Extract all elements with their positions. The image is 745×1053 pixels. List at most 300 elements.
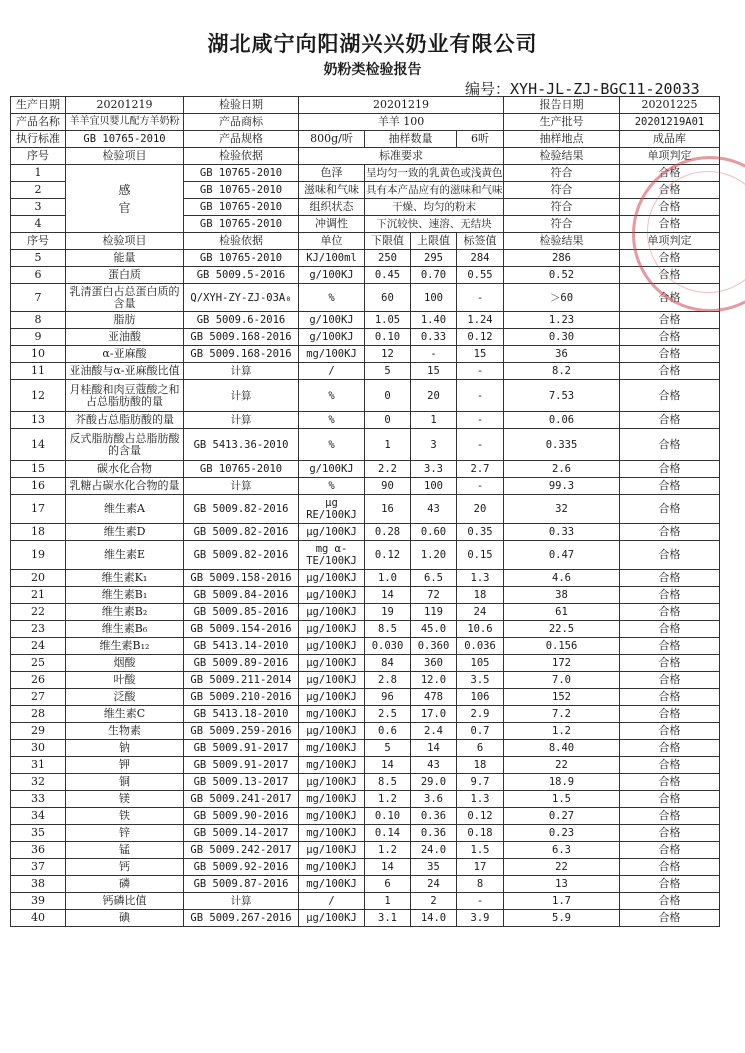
judgment: 合格 xyxy=(620,757,720,774)
test-result: 符合 xyxy=(504,182,620,199)
header-result: 检验结果 xyxy=(504,233,620,250)
unit: mg/100KJ xyxy=(299,740,365,757)
sensory-requirement: 干燥、均匀的粉末 xyxy=(365,199,504,216)
header-upper: 上限值 xyxy=(411,233,457,250)
test-result: 152 xyxy=(504,689,620,706)
test-item: α-亚麻酸 xyxy=(66,346,184,363)
label-value: 0.35 xyxy=(457,524,504,541)
unit: g/100KJ xyxy=(299,312,365,329)
lower-limit: 19 xyxy=(365,604,411,621)
judgment: 合格 xyxy=(620,312,720,329)
label-value: - xyxy=(457,284,504,312)
judgment: 合格 xyxy=(620,876,720,893)
sensory-requirement: 呈均匀一致的乳黄色或浅黄色 xyxy=(365,165,504,182)
upper-limit: 35 xyxy=(411,859,457,876)
label-value: 1.5 xyxy=(457,842,504,859)
row-number: 1 xyxy=(11,165,66,182)
test-result: 6.3 xyxy=(504,842,620,859)
judgment: 合格 xyxy=(620,859,720,876)
sensory-attribute: 组织状态 xyxy=(299,199,365,216)
row-number: 24 xyxy=(11,638,66,655)
judgment: 合格 xyxy=(620,524,720,541)
report-date-value: 20201225 xyxy=(620,97,720,114)
unit: mg/100KJ xyxy=(299,706,365,723)
judgment: 合格 xyxy=(620,638,720,655)
upper-limit: 295 xyxy=(411,250,457,267)
table-row xyxy=(11,604,720,621)
unit: μg/100KJ xyxy=(299,570,365,587)
judgment: 合格 xyxy=(620,429,720,461)
lower-limit: 0.14 xyxy=(365,825,411,842)
test-basis: GB 5009.14-2017 xyxy=(184,825,299,842)
judgment: 合格 xyxy=(620,672,720,689)
unit: μg/100KJ xyxy=(299,655,365,672)
report-date-label: 报告日期 xyxy=(504,97,620,114)
label-value: 15 xyxy=(457,346,504,363)
table-row xyxy=(11,723,720,740)
sensory-header-row xyxy=(11,148,720,165)
test-item: 维生素B₂ xyxy=(66,604,184,621)
row-number: 27 xyxy=(11,689,66,706)
label-value: 6 xyxy=(457,740,504,757)
row-number: 40 xyxy=(11,910,66,927)
sensory-group-label: 感 官 xyxy=(66,165,184,233)
header-lower: 下限值 xyxy=(365,233,411,250)
unit: mg/100KJ xyxy=(299,859,365,876)
sensory-attribute: 冲调性 xyxy=(299,216,365,233)
unit: % xyxy=(299,412,365,429)
lower-limit: 84 xyxy=(365,655,411,672)
unit: mg/100KJ xyxy=(299,876,365,893)
label-value: 10.6 xyxy=(457,621,504,638)
test-result: 0.335 xyxy=(504,429,620,461)
lower-limit: 14 xyxy=(365,859,411,876)
row-number: 10 xyxy=(11,346,66,363)
test-item: 芥酸占总脂肪酸的量 xyxy=(66,412,184,429)
upper-limit: 3.6 xyxy=(411,791,457,808)
lower-limit: 2.2 xyxy=(365,461,411,478)
upper-limit: 119 xyxy=(411,604,457,621)
sensory-header-result: 检验结果 xyxy=(504,148,620,165)
row-number: 12 xyxy=(11,380,66,412)
test-basis: GB 5009.90-2016 xyxy=(184,808,299,825)
judgment: 合格 xyxy=(620,774,720,791)
upper-limit: 0.360 xyxy=(411,638,457,655)
upper-limit: 29.0 xyxy=(411,774,457,791)
info-row-2 xyxy=(11,114,720,131)
upper-limit: 1.20 xyxy=(411,541,457,570)
info-row-1 xyxy=(11,97,720,114)
test-basis: GB 5009.82-2016 xyxy=(184,524,299,541)
unit: μg/100KJ xyxy=(299,587,365,604)
upper-limit: 0.36 xyxy=(411,808,457,825)
table-row xyxy=(11,825,720,842)
lower-limit: 2.8 xyxy=(365,672,411,689)
row-number: 5 xyxy=(11,250,66,267)
label-value: - xyxy=(457,412,504,429)
test-basis: GB 5009.92-2016 xyxy=(184,859,299,876)
row-number: 39 xyxy=(11,893,66,910)
unit: μg/100KJ xyxy=(299,524,365,541)
test-basis: GB 10765-2010 xyxy=(184,182,299,199)
test-item: 钙磷比值 xyxy=(66,893,184,910)
lower-limit: 5 xyxy=(365,740,411,757)
upper-limit: 2.4 xyxy=(411,723,457,740)
table-row xyxy=(11,412,720,429)
test-basis: GB 5009.82-2016 xyxy=(184,495,299,524)
table-row xyxy=(11,541,720,570)
test-basis: GB 5009.89-2016 xyxy=(184,655,299,672)
report-title: 奶粉类检验报告 xyxy=(323,62,422,78)
test-item: 钙 xyxy=(66,859,184,876)
lower-limit: 250 xyxy=(365,250,411,267)
lower-limit: 14 xyxy=(365,587,411,604)
test-basis: GB 5009.13-2017 xyxy=(184,774,299,791)
label-value: 0.7 xyxy=(457,723,504,740)
test-item: 亚油酸 xyxy=(66,329,184,346)
table-row xyxy=(11,672,720,689)
prod-date-value: 20201219 xyxy=(66,97,184,114)
lower-limit: 0.28 xyxy=(365,524,411,541)
row-number: 7 xyxy=(11,284,66,312)
test-basis: 计算 xyxy=(184,478,299,495)
test-result: 36 xyxy=(504,346,620,363)
unit: mg/100KJ xyxy=(299,757,365,774)
judgment: 合格 xyxy=(620,329,720,346)
insp-date-label: 检验日期 xyxy=(184,97,299,114)
upper-limit: 17.0 xyxy=(411,706,457,723)
test-item: 锌 xyxy=(66,825,184,842)
judgment: 合格 xyxy=(620,893,720,910)
test-item: 叶酸 xyxy=(66,672,184,689)
table-row xyxy=(11,740,720,757)
sensory-header-judgment: 单项判定 xyxy=(620,148,720,165)
trademark-label: 产品商标 xyxy=(184,114,299,131)
row-number: 20 xyxy=(11,570,66,587)
test-result: 18.9 xyxy=(504,774,620,791)
table-row xyxy=(11,791,720,808)
judgment: 合格 xyxy=(620,621,720,638)
upper-limit: 43 xyxy=(411,757,457,774)
row-number: 25 xyxy=(11,655,66,672)
test-result: 22 xyxy=(504,757,620,774)
upper-limit: 12.0 xyxy=(411,672,457,689)
row-number: 30 xyxy=(11,740,66,757)
lower-limit: 6 xyxy=(365,876,411,893)
test-result: 32 xyxy=(504,495,620,524)
test-result: 2.6 xyxy=(504,461,620,478)
test-item: 烟酸 xyxy=(66,655,184,672)
row-number: 34 xyxy=(11,808,66,825)
sample-site-value: 成品库 xyxy=(620,131,720,148)
table-row xyxy=(11,859,720,876)
test-basis: GB 5009.168-2016 xyxy=(184,346,299,363)
label-value: - xyxy=(457,893,504,910)
upper-limit: 2 xyxy=(411,893,457,910)
unit: μg RE/100KJ xyxy=(299,495,365,524)
lower-limit: 0.45 xyxy=(365,267,411,284)
row-number: 21 xyxy=(11,587,66,604)
test-basis: Q/XYH-ZY-ZJ-03A₀ xyxy=(184,284,299,312)
test-basis: GB 5009.154-2016 xyxy=(184,621,299,638)
table-row xyxy=(11,380,720,412)
judgment: 合格 xyxy=(620,250,720,267)
label-value: 24 xyxy=(457,604,504,621)
test-item: 铁 xyxy=(66,808,184,825)
sensory-attribute: 滋味和气味 xyxy=(299,182,365,199)
batch-value: 20201219A01 xyxy=(620,114,720,131)
upper-limit: 72 xyxy=(411,587,457,604)
lower-limit: 90 xyxy=(365,478,411,495)
judgment: 合格 xyxy=(620,740,720,757)
test-result: 13 xyxy=(504,876,620,893)
label-value: 0.15 xyxy=(457,541,504,570)
sample-qty-label: 抽样数量 xyxy=(365,131,457,148)
test-basis: GB 5413.18-2010 xyxy=(184,706,299,723)
prod-date-label: 生产日期 xyxy=(11,97,66,114)
row-number: 6 xyxy=(11,267,66,284)
row-number: 31 xyxy=(11,757,66,774)
test-item: 锰 xyxy=(66,842,184,859)
test-result: 1.23 xyxy=(504,312,620,329)
test-result: 0.23 xyxy=(504,825,620,842)
lower-limit: 1 xyxy=(365,429,411,461)
row-number: 35 xyxy=(11,825,66,842)
document-number-value: XYH-JL-ZJ-BGC11-20033 xyxy=(510,80,700,98)
row-number: 26 xyxy=(11,672,66,689)
unit: % xyxy=(299,478,365,495)
table-row xyxy=(11,842,720,859)
test-item: 钠 xyxy=(66,740,184,757)
unit: mg/100KJ xyxy=(299,346,365,363)
lower-limit: 8.5 xyxy=(365,774,411,791)
unit: / xyxy=(299,893,365,910)
test-result: 符合 xyxy=(504,216,620,233)
upper-limit: 45.0 xyxy=(411,621,457,638)
unit: mg α-TE/100KJ xyxy=(299,541,365,570)
test-result: 7.53 xyxy=(504,380,620,412)
spec-value: 800g/听 xyxy=(299,131,365,148)
test-basis: 计算 xyxy=(184,363,299,380)
test-result: 0.33 xyxy=(504,524,620,541)
lower-limit: 0 xyxy=(365,412,411,429)
label-value: 0.12 xyxy=(457,808,504,825)
label-value: 106 xyxy=(457,689,504,706)
label-value: 18 xyxy=(457,757,504,774)
label-value: 2.7 xyxy=(457,461,504,478)
table-row xyxy=(11,638,720,655)
header-item: 检验项目 xyxy=(66,233,184,250)
test-basis: GB 5413.36-2010 xyxy=(184,429,299,461)
lower-limit: 0.6 xyxy=(365,723,411,740)
sensory-requirement: 下沉较快、速溶、无结块 xyxy=(365,216,504,233)
row-number: 23 xyxy=(11,621,66,638)
test-result: 7.2 xyxy=(504,706,620,723)
insp-date-value: 20201219 xyxy=(299,97,504,114)
upper-limit: 14 xyxy=(411,740,457,757)
upper-limit: 15 xyxy=(411,363,457,380)
label-value: 17 xyxy=(457,859,504,876)
test-basis: 计算 xyxy=(184,380,299,412)
table-row xyxy=(11,876,720,893)
test-item: 蛋白质 xyxy=(66,267,184,284)
test-basis: 计算 xyxy=(184,893,299,910)
judgment: 合格 xyxy=(620,495,720,524)
test-result: 61 xyxy=(504,604,620,621)
upper-limit: 3 xyxy=(411,429,457,461)
sensory-attribute: 色泽 xyxy=(299,165,365,182)
label-value: 0.12 xyxy=(457,329,504,346)
lower-limit: 1.2 xyxy=(365,842,411,859)
lower-limit: 1.0 xyxy=(365,570,411,587)
test-basis: GB 5009.82-2016 xyxy=(184,541,299,570)
label-value: - xyxy=(457,363,504,380)
label-value: 3.5 xyxy=(457,672,504,689)
table-row xyxy=(11,478,720,495)
test-item: 月桂酸和肉豆蔻酸之和占总脂肪酸的量 xyxy=(66,380,184,412)
label-value: 9.7 xyxy=(457,774,504,791)
test-result: 符合 xyxy=(504,199,620,216)
unit: / xyxy=(299,363,365,380)
test-basis: 计算 xyxy=(184,412,299,429)
lower-limit: 16 xyxy=(365,495,411,524)
test-item: 乳糖占碳水化合物的量 xyxy=(66,478,184,495)
table-row xyxy=(11,706,720,723)
judgment: 合格 xyxy=(620,604,720,621)
row-number: 13 xyxy=(11,412,66,429)
header-unit: 单位 xyxy=(299,233,365,250)
row-number: 9 xyxy=(11,329,66,346)
lower-limit: 0 xyxy=(365,380,411,412)
test-item: 亚油酸与α-亚麻酸比值 xyxy=(66,363,184,380)
test-item: 维生素D xyxy=(66,524,184,541)
judgment: 合格 xyxy=(620,570,720,587)
unit: μg/100KJ xyxy=(299,689,365,706)
lower-limit: 3.1 xyxy=(365,910,411,927)
table-row xyxy=(11,329,720,346)
table-row xyxy=(11,757,720,774)
label-value: 20 xyxy=(457,495,504,524)
lower-limit: 5 xyxy=(365,363,411,380)
lower-limit: 0.030 xyxy=(365,638,411,655)
header-basis: 检验依据 xyxy=(184,233,299,250)
test-basis: GB 5009.91-2017 xyxy=(184,757,299,774)
row-number: 11 xyxy=(11,363,66,380)
test-item: 维生素K₁ xyxy=(66,570,184,587)
test-item: 泛酸 xyxy=(66,689,184,706)
row-number: 19 xyxy=(11,541,66,570)
info-row-3 xyxy=(11,131,720,148)
label-value: 1.24 xyxy=(457,312,504,329)
unit: μg/100KJ xyxy=(299,621,365,638)
test-item: 维生素B₁₂ xyxy=(66,638,184,655)
table-row xyxy=(11,429,720,461)
test-result: 22 xyxy=(504,859,620,876)
test-item: 磷 xyxy=(66,876,184,893)
unit: g/100KJ xyxy=(299,461,365,478)
label-value: 2.9 xyxy=(457,706,504,723)
unit: μg/100KJ xyxy=(299,910,365,927)
unit: % xyxy=(299,380,365,412)
sensory-requirement: 具有本产品应有的滋味和气味 xyxy=(365,182,504,199)
label-value: 8 xyxy=(457,876,504,893)
upper-limit: 478 xyxy=(411,689,457,706)
unit: μg/100KJ xyxy=(299,723,365,740)
test-item: 生物素 xyxy=(66,723,184,740)
label-value: 0.55 xyxy=(457,267,504,284)
unit: mg/100KJ xyxy=(299,825,365,842)
judgment: 合格 xyxy=(620,267,720,284)
row-number: 16 xyxy=(11,478,66,495)
test-result: 符合 xyxy=(504,165,620,182)
judgment: 合格 xyxy=(620,363,720,380)
row-number: 38 xyxy=(11,876,66,893)
judgment: 合格 xyxy=(620,825,720,842)
row-number: 17 xyxy=(11,495,66,524)
trademark-value: 羊羊 100 xyxy=(299,114,504,131)
test-result: 1.7 xyxy=(504,893,620,910)
unit: mg/100KJ xyxy=(299,808,365,825)
document-number-label: 编号： xyxy=(465,80,511,98)
test-basis: GB 10765-2010 xyxy=(184,250,299,267)
row-number: 29 xyxy=(11,723,66,740)
table-row xyxy=(11,570,720,587)
judgment: 合格 xyxy=(620,706,720,723)
standard-label: 执行标准 xyxy=(11,131,66,148)
judgment: 合格 xyxy=(620,380,720,412)
test-basis: GB 5009.211-2014 xyxy=(184,672,299,689)
test-result: 1.5 xyxy=(504,791,620,808)
test-item: 碘 xyxy=(66,910,184,927)
test-basis: GB 10765-2010 xyxy=(184,165,299,182)
table-row xyxy=(11,808,720,825)
header-no: 序号 xyxy=(11,233,66,250)
test-basis: GB 10765-2010 xyxy=(184,461,299,478)
test-result: 38 xyxy=(504,587,620,604)
test-item: 脂肪 xyxy=(66,312,184,329)
table-row xyxy=(11,495,720,524)
sensory-header-item: 检验项目 xyxy=(66,148,184,165)
header-label: 标签值 xyxy=(457,233,504,250)
sensory-header-requirement: 标准要求 xyxy=(299,148,504,165)
unit: μg/100KJ xyxy=(299,842,365,859)
upper-limit: 43 xyxy=(411,495,457,524)
test-result: 172 xyxy=(504,655,620,672)
upper-limit: 360 xyxy=(411,655,457,672)
upper-limit: 0.36 xyxy=(411,825,457,842)
test-basis: GB 10765-2010 xyxy=(184,216,299,233)
upper-limit: 20 xyxy=(411,380,457,412)
test-basis: GB 10765-2010 xyxy=(184,199,299,216)
test-result: 7.0 xyxy=(504,672,620,689)
lower-limit: 8.5 xyxy=(365,621,411,638)
unit: % xyxy=(299,429,365,461)
upper-limit: 0.33 xyxy=(411,329,457,346)
unit: μg/100KJ xyxy=(299,672,365,689)
judgment: 合格 xyxy=(620,791,720,808)
row-number: 8 xyxy=(11,312,66,329)
spec-label: 产品规格 xyxy=(184,131,299,148)
test-basis: GB 5009.5-2016 xyxy=(184,267,299,284)
batch-label: 生产批号 xyxy=(504,114,620,131)
judgment: 合格 xyxy=(620,412,720,429)
test-result: 0.30 xyxy=(504,329,620,346)
test-item: 维生素E xyxy=(66,541,184,570)
test-result: 99.3 xyxy=(504,478,620,495)
test-item: 乳清蛋白占总蛋白质的含量 xyxy=(66,284,184,312)
upper-limit: 100 xyxy=(411,284,457,312)
upper-limit: - xyxy=(411,346,457,363)
